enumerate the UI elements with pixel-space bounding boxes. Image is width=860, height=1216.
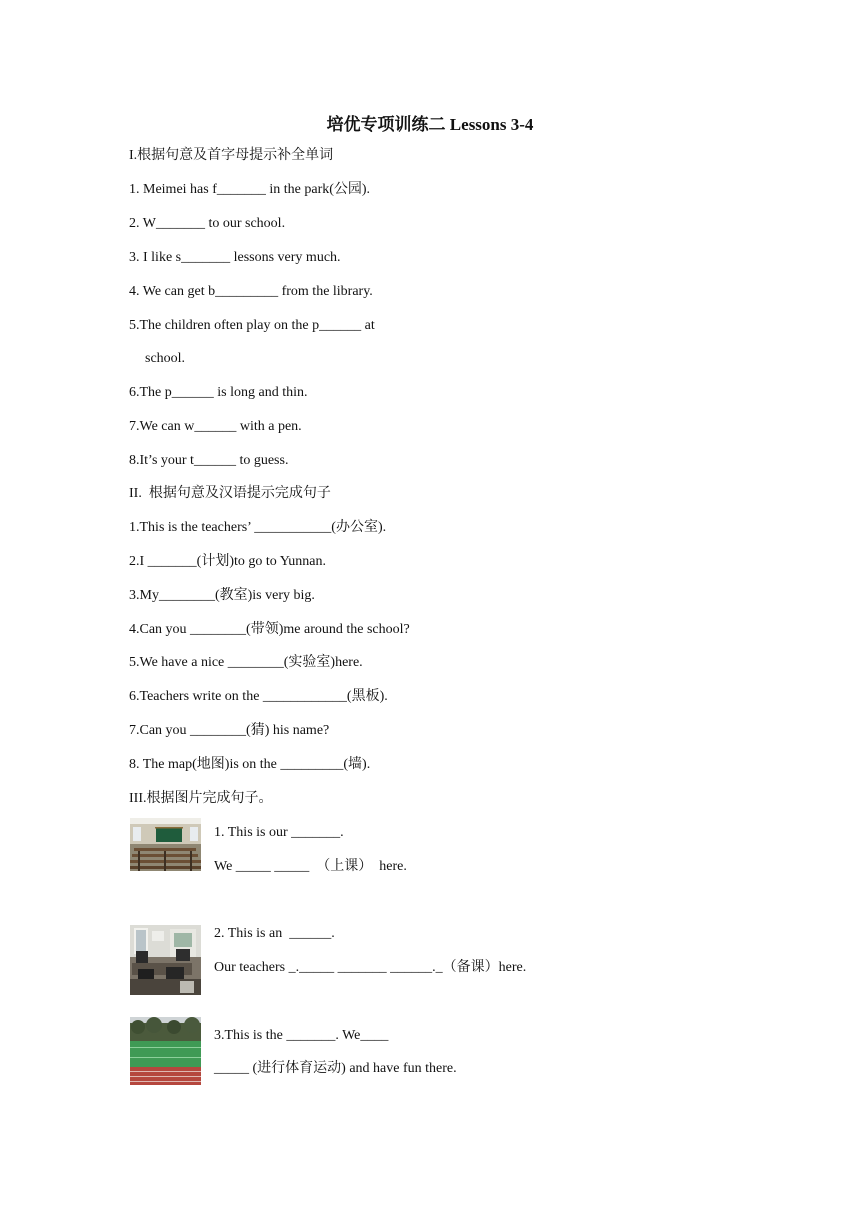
section2-item-5: 5.We have a nice ________(实验室)here. <box>129 655 363 670</box>
section2-item-8: 8. The map(地图)is on the _________(墙). <box>129 757 371 772</box>
q3-line2: _____ (进行体育运动) and have fun there. <box>214 1061 457 1076</box>
q2-line2: Our teachers _._____ _______ ______._（备课）here. <box>214 960 527 975</box>
section2-item-4: 4.Can you ________(带领)me around the school? <box>129 622 410 637</box>
section1-item-6: 6.The p______ is long and thin. <box>129 385 308 400</box>
q1-line2: We _____ _____ （上课） here. <box>214 859 407 874</box>
section2-item-1: 1.This is the teachers’ ___________(办公室). <box>129 520 387 535</box>
section1-item-1: 1. Meimei has f_______ in the park(公园). <box>129 182 371 197</box>
classroom-photo <box>130 818 201 871</box>
section1-heading: I.根据句意及首字母提示补全单词 <box>129 148 334 163</box>
section2-item-3: 3.My________(教室)is very big. <box>129 588 315 603</box>
section3-heading: III.根据图片完成句子。 <box>129 791 273 806</box>
section2-item-7: 7.Can you ________(猜) his name? <box>129 723 330 738</box>
playground-photo <box>130 1017 201 1085</box>
q2-line1: 2. This is an ______. <box>214 926 335 941</box>
section1-item-8: 8.It’s your t______ to guess. <box>129 453 289 468</box>
section2-heading: II. 根据句意及汉语提示完成句子 <box>129 486 331 501</box>
section1-item-3: 3. I like s_______ lessons very much. <box>129 250 341 265</box>
section1-item-4: 4. We can get b_________ from the library. <box>129 284 373 299</box>
section2-item-6: 6.Teachers write on the ____________(黑板). <box>129 689 388 704</box>
section1-item-2: 2. W_______ to our school. <box>129 216 286 231</box>
section2-item-2: 2.I _______(计划)to go to Yunnan. <box>129 554 327 569</box>
office-photo <box>130 925 201 995</box>
section1-item-5: 5.The children often play on the p______ at <box>129 318 375 333</box>
section1-item-7: 7.We can w______ with a pen. <box>129 419 302 434</box>
section1-item-5-cont: school. <box>145 351 186 366</box>
worksheet-title: 培优专项训练二 Lessons 3-4 <box>326 115 534 134</box>
q1-line1: 1. This is our _______. <box>214 825 344 840</box>
q3-line1: 3.This is the _______. We____ <box>214 1028 389 1043</box>
